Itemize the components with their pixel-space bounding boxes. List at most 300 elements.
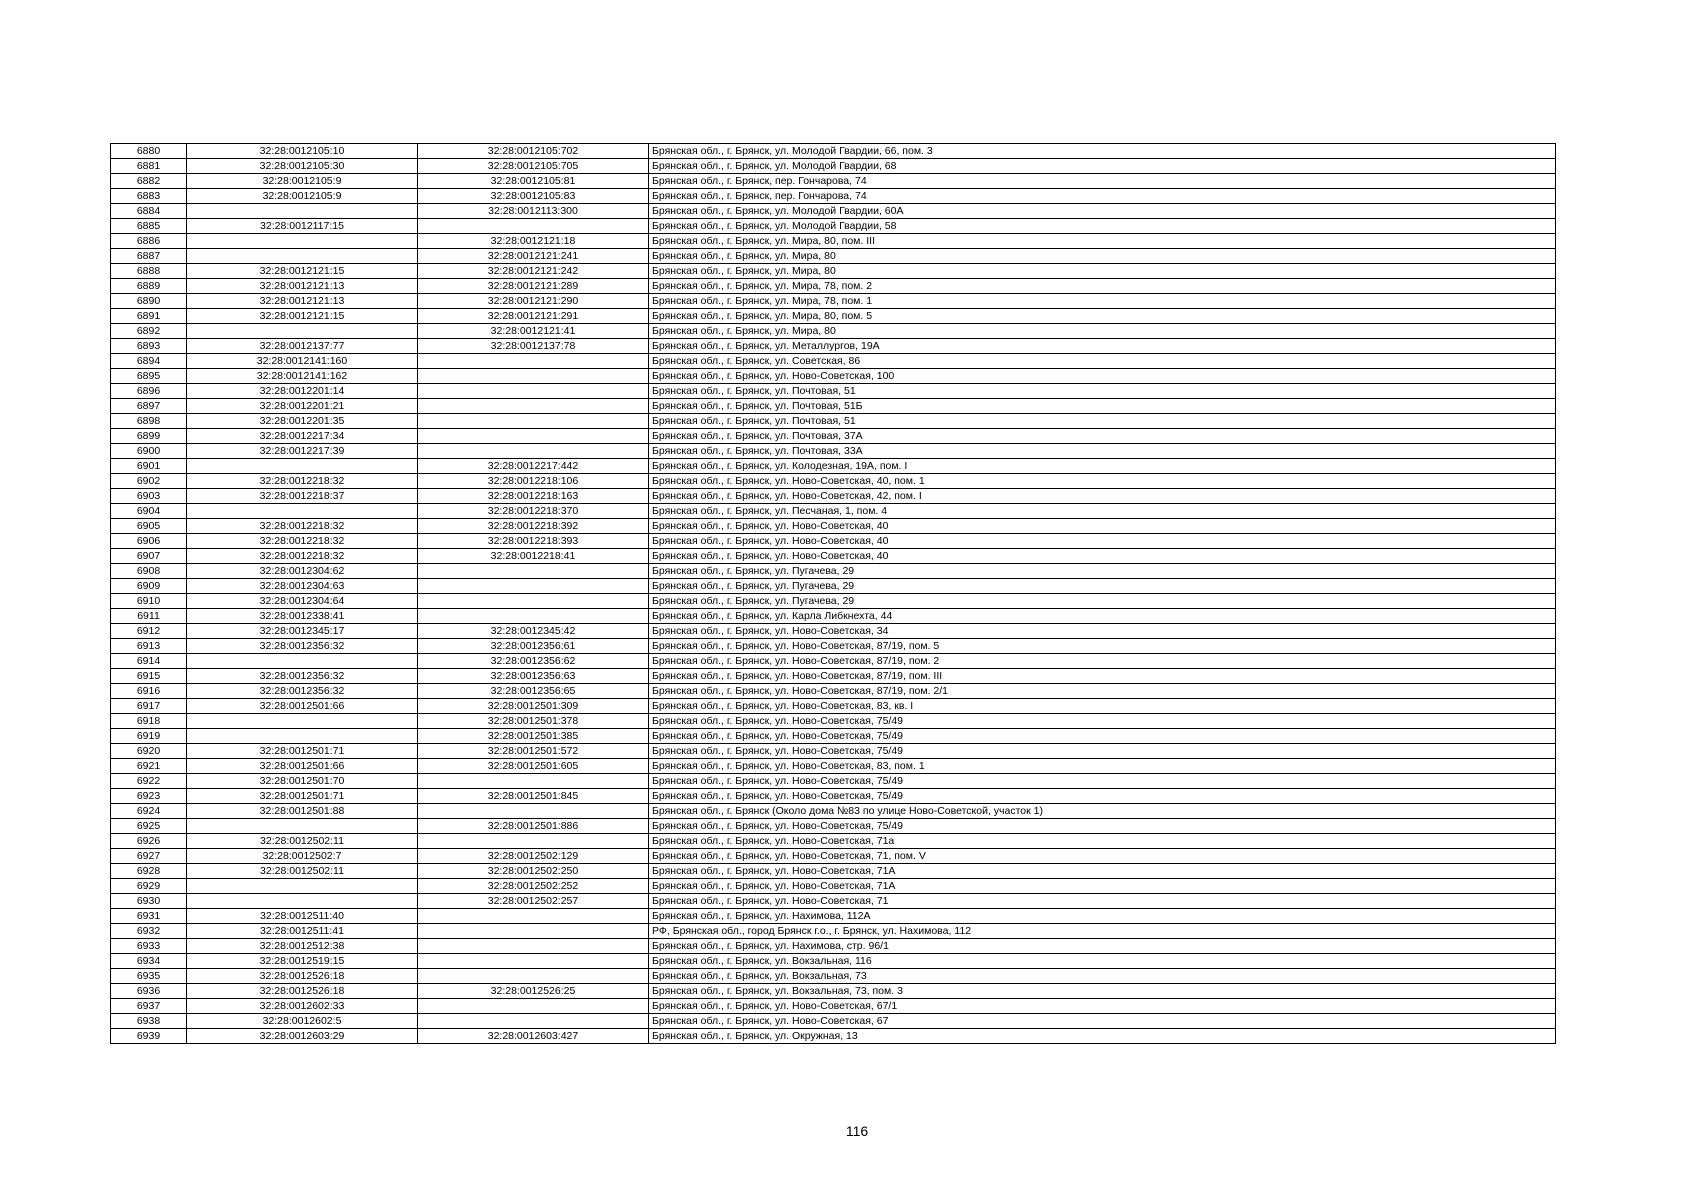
land-plot-cadastral-cell: 32:28:0012502:11	[187, 864, 418, 879]
land-plot-cadastral-cell: 32:28:0012502:11	[187, 834, 418, 849]
object-cadastral-cell	[418, 369, 649, 384]
row-number-cell: 6905	[111, 519, 187, 534]
address-cell: Брянская обл., г. Брянск, ул. Почтовая, 51	[649, 414, 1556, 429]
address-cell: Брянская обл., г. Брянск, ул. Ново-Советская, 75/49	[649, 744, 1556, 759]
table-row	[111, 264, 1556, 279]
address-cell: Брянская обл., г. Брянск, ул. Ново-Советская, 87/19, пом. 2	[649, 654, 1556, 669]
land-plot-cadastral-cell	[187, 504, 418, 519]
address-cell: Брянская обл., г. Брянск, ул. Металлургов, 19А	[649, 339, 1556, 354]
table-row	[111, 399, 1556, 414]
table-row	[111, 804, 1556, 819]
object-cadastral-cell: 32:28:0012218:370	[418, 504, 649, 519]
table-row	[111, 954, 1556, 969]
object-cadastral-cell	[418, 804, 649, 819]
table-row	[111, 714, 1556, 729]
row-number-cell: 6934	[111, 954, 187, 969]
land-plot-cadastral-cell: 32:28:0012501:66	[187, 699, 418, 714]
land-plot-cadastral-cell: 32:28:0012218:32	[187, 534, 418, 549]
table-row	[111, 654, 1556, 669]
row-number-cell: 6922	[111, 774, 187, 789]
table-row	[111, 159, 1556, 174]
land-plot-cadastral-cell: 32:28:0012201:35	[187, 414, 418, 429]
row-number-cell: 6907	[111, 549, 187, 564]
object-cadastral-cell	[418, 594, 649, 609]
address-cell: Брянская обл., г. Брянск, ул. Молодой Гвардии, 66, пом. 3	[649, 144, 1556, 159]
land-plot-cadastral-cell: 32:28:0012602:5	[187, 1014, 418, 1029]
address-cell: Брянская обл., г. Брянск, ул. Ново-Советская, 71	[649, 894, 1556, 909]
table-row	[111, 729, 1556, 744]
land-plot-cadastral-cell: 32:28:0012218:32	[187, 549, 418, 564]
row-number-cell: 6931	[111, 909, 187, 924]
object-cadastral-cell: 32:28:0012501:378	[418, 714, 649, 729]
object-cadastral-cell	[418, 429, 649, 444]
row-number-cell: 6883	[111, 189, 187, 204]
object-cadastral-cell: 32:28:0012121:289	[418, 279, 649, 294]
object-cadastral-cell: 32:28:0012526:25	[418, 984, 649, 999]
object-cadastral-cell: 32:28:0012121:241	[418, 249, 649, 264]
land-plot-cadastral-cell: 32:28:0012603:29	[187, 1029, 418, 1044]
row-number-cell: 6913	[111, 639, 187, 654]
land-plot-cadastral-cell: 32:28:0012105:30	[187, 159, 418, 174]
address-cell: Брянская обл., г. Брянск, ул. Нахимова, стр. 96/1	[649, 939, 1556, 954]
address-cell: Брянская обл., г. Брянск, ул. Ново-Советская, 40	[649, 534, 1556, 549]
land-plot-cadastral-cell: 32:28:0012105:10	[187, 144, 418, 159]
table-row	[111, 249, 1556, 264]
object-cadastral-cell: 32:28:0012345:42	[418, 624, 649, 639]
table-row	[111, 759, 1556, 774]
address-cell: Брянская обл., г. Брянск, ул. Мира, 80, пом. 5	[649, 309, 1556, 324]
row-number-cell: 6936	[111, 984, 187, 999]
land-plot-cadastral-cell: 32:28:0012304:64	[187, 594, 418, 609]
address-cell: Брянская обл., г. Брянск, ул. Советская, 86	[649, 354, 1556, 369]
object-cadastral-cell	[418, 924, 649, 939]
land-plot-cadastral-cell: 32:28:0012121:15	[187, 264, 418, 279]
address-cell: Брянская обл., г. Брянск, ул. Ново-Советская, 71А	[649, 864, 1556, 879]
table-row	[111, 354, 1556, 369]
land-plot-cadastral-cell: 32:28:0012501:71	[187, 789, 418, 804]
land-plot-cadastral-cell: 32:28:0012304:62	[187, 564, 418, 579]
address-cell: Брянская обл., г. Брянск, ул. Карла Либкнехта, 44	[649, 609, 1556, 624]
table-row	[111, 684, 1556, 699]
table-row	[111, 429, 1556, 444]
table-row	[111, 1014, 1556, 1029]
object-cadastral-cell: 32:28:0012502:129	[418, 849, 649, 864]
table-row	[111, 279, 1556, 294]
object-cadastral-cell	[418, 219, 649, 234]
table-row	[111, 534, 1556, 549]
land-plot-cadastral-cell	[187, 729, 418, 744]
table-row	[111, 459, 1556, 474]
object-cadastral-cell: 32:28:0012217:442	[418, 459, 649, 474]
land-plot-cadastral-cell: 32:28:0012117:15	[187, 219, 418, 234]
object-cadastral-cell: 32:28:0012501:309	[418, 699, 649, 714]
row-number-cell: 6923	[111, 789, 187, 804]
land-plot-cadastral-cell: 32:28:0012201:14	[187, 384, 418, 399]
table-row	[111, 894, 1556, 909]
address-cell: Брянская обл., г. Брянск, ул. Мира, 78, пом. 1	[649, 294, 1556, 309]
object-cadastral-cell	[418, 609, 649, 624]
row-number-cell: 6901	[111, 459, 187, 474]
land-plot-cadastral-cell	[187, 204, 418, 219]
address-cell: Брянская обл., г. Брянск, ул. Ново-Советская, 75/49	[649, 819, 1556, 834]
object-cadastral-cell: 32:28:0012105:83	[418, 189, 649, 204]
land-plot-cadastral-cell: 32:28:0012501:66	[187, 759, 418, 774]
land-plot-cadastral-cell: 32:28:0012602:33	[187, 999, 418, 1014]
land-plot-cadastral-cell	[187, 459, 418, 474]
land-plot-cadastral-cell	[187, 234, 418, 249]
land-plot-cadastral-cell: 32:28:0012356:32	[187, 639, 418, 654]
address-cell: Брянская обл., г. Брянск, ул. Молодой Гвардии, 60А	[649, 204, 1556, 219]
address-cell: Брянская обл., г. Брянск, ул. Ново-Советская, 75/49	[649, 774, 1556, 789]
table-row	[111, 909, 1556, 924]
object-cadastral-cell: 32:28:0012113:300	[418, 204, 649, 219]
object-cadastral-cell: 32:28:0012501:572	[418, 744, 649, 759]
address-cell: Брянская обл., г. Брянск, ул. Ново-Советская, 40	[649, 549, 1556, 564]
row-number-cell: 6915	[111, 669, 187, 684]
row-number-cell: 6906	[111, 534, 187, 549]
row-number-cell: 6889	[111, 279, 187, 294]
row-number-cell: 6888	[111, 264, 187, 279]
object-cadastral-cell: 32:28:0012218:41	[418, 549, 649, 564]
object-cadastral-cell: 32:28:0012121:242	[418, 264, 649, 279]
land-plot-cadastral-cell	[187, 324, 418, 339]
address-cell: Брянская обл., г. Брянск, ул. Ново-Советская, 71а	[649, 834, 1556, 849]
object-cadastral-cell: 32:28:0012502:257	[418, 894, 649, 909]
object-cadastral-cell	[418, 774, 649, 789]
row-number-cell: 6908	[111, 564, 187, 579]
address-cell: Брянская обл., г. Брянск, ул. Колодезная, 19А, пом. I	[649, 459, 1556, 474]
address-cell: Брянская обл., г. Брянск, ул. Мира, 80	[649, 264, 1556, 279]
object-cadastral-cell	[418, 999, 649, 1014]
table-row	[111, 579, 1556, 594]
object-cadastral-cell: 32:28:0012137:78	[418, 339, 649, 354]
land-plot-cadastral-cell	[187, 894, 418, 909]
land-plot-cadastral-cell: 32:28:0012121:15	[187, 309, 418, 324]
table-row	[111, 219, 1556, 234]
address-cell: Брянская обл., г. Брянск, ул. Молодой Гвардии, 58	[649, 219, 1556, 234]
address-cell: Брянская обл., г. Брянск (Около дома №83 по улице Ново-Советской, участок 1)	[649, 804, 1556, 819]
table-row	[111, 774, 1556, 789]
row-number-cell: 6919	[111, 729, 187, 744]
row-number-cell: 6893	[111, 339, 187, 354]
address-cell: Брянская обл., г. Брянск, ул. Вокзальная, 73	[649, 969, 1556, 984]
land-plot-cadastral-cell	[187, 654, 418, 669]
land-plot-cadastral-cell: 32:28:0012502:7	[187, 849, 418, 864]
address-cell: Брянская обл., г. Брянск, ул. Почтовая, 51	[649, 384, 1556, 399]
row-number-cell: 6894	[111, 354, 187, 369]
address-cell: Брянская обл., г. Брянск, ул. Ново-Советская, 71, пом. V	[649, 849, 1556, 864]
object-cadastral-cell	[418, 414, 649, 429]
land-plot-cadastral-cell	[187, 879, 418, 894]
row-number-cell: 6914	[111, 654, 187, 669]
land-plot-cadastral-cell: 32:28:0012338:41	[187, 609, 418, 624]
table-row	[111, 1029, 1556, 1044]
object-cadastral-cell: 32:28:0012105:705	[418, 159, 649, 174]
address-cell: Брянская обл., г. Брянск, ул. Почтовая, 51Б	[649, 399, 1556, 414]
row-number-cell: 6899	[111, 429, 187, 444]
row-number-cell: 6927	[111, 849, 187, 864]
address-cell: РФ, Брянская обл., город Брянск г.о., г. Брянск, ул. Нахимова, 112	[649, 924, 1556, 939]
row-number-cell: 6911	[111, 609, 187, 624]
row-number-cell: 6892	[111, 324, 187, 339]
table-body	[111, 144, 1556, 1044]
row-number-cell: 6897	[111, 399, 187, 414]
address-cell: Брянская обл., г. Брянск, ул. Мира, 80	[649, 324, 1556, 339]
row-number-cell: 6937	[111, 999, 187, 1014]
table-row	[111, 339, 1556, 354]
table-row	[111, 789, 1556, 804]
row-number-cell: 6882	[111, 174, 187, 189]
land-plot-cadastral-cell: 32:28:0012121:13	[187, 279, 418, 294]
land-plot-cadastral-cell: 32:28:0012526:18	[187, 984, 418, 999]
object-cadastral-cell	[418, 399, 649, 414]
table-row	[111, 414, 1556, 429]
object-cadastral-cell: 32:28:0012121:41	[418, 324, 649, 339]
table-row	[111, 939, 1556, 954]
object-cadastral-cell: 32:28:0012502:250	[418, 864, 649, 879]
table-row	[111, 699, 1556, 714]
land-plot-cadastral-cell: 32:28:0012217:34	[187, 429, 418, 444]
object-cadastral-cell: 32:28:0012356:65	[418, 684, 649, 699]
row-number-cell: 6902	[111, 474, 187, 489]
object-cadastral-cell	[418, 579, 649, 594]
address-cell: Брянская обл., г. Брянск, ул. Мира, 80	[649, 249, 1556, 264]
row-number-cell: 6898	[111, 414, 187, 429]
row-number-cell: 6884	[111, 204, 187, 219]
address-cell: Брянская обл., г. Брянск, ул. Ново-Советская, 34	[649, 624, 1556, 639]
row-number-cell: 6921	[111, 759, 187, 774]
row-number-cell: 6925	[111, 819, 187, 834]
object-cadastral-cell: 32:28:0012105:81	[418, 174, 649, 189]
table-row	[111, 624, 1556, 639]
address-cell: Брянская обл., г. Брянск, ул. Ново-Советская, 87/19, пом. III	[649, 669, 1556, 684]
row-number-cell: 6935	[111, 969, 187, 984]
table-row	[111, 549, 1556, 564]
row-number-cell: 6895	[111, 369, 187, 384]
land-plot-cadastral-cell: 32:28:0012501:70	[187, 774, 418, 789]
address-cell: Брянская обл., г. Брянск, ул. Ново-Советская, 75/49	[649, 714, 1556, 729]
table-row	[111, 189, 1556, 204]
row-number-cell: 6928	[111, 864, 187, 879]
address-cell: Брянская обл., г. Брянск, ул. Ново-Советская, 75/49	[649, 729, 1556, 744]
object-cadastral-cell: 32:28:0012121:18	[418, 234, 649, 249]
address-cell: Брянская обл., г. Брянск, ул. Нахимова, 112А	[649, 909, 1556, 924]
table-row	[111, 294, 1556, 309]
address-cell: Брянская обл., г. Брянск, ул. Ново-Советская, 40, пом. 1	[649, 474, 1556, 489]
address-cell: Брянская обл., г. Брянск, пер. Гончарова, 74	[649, 189, 1556, 204]
object-cadastral-cell: 32:28:0012356:63	[418, 669, 649, 684]
object-cadastral-cell	[418, 954, 649, 969]
land-plot-cadastral-cell: 32:28:0012512:38	[187, 939, 418, 954]
row-number-cell: 6916	[111, 684, 187, 699]
row-number-cell: 6885	[111, 219, 187, 234]
address-cell: Брянская обл., г. Брянск, ул. Ново-Советская, 40	[649, 519, 1556, 534]
address-cell: Брянская обл., г. Брянск, ул. Молодой Гвардии, 68	[649, 159, 1556, 174]
land-plot-cadastral-cell: 32:28:0012501:88	[187, 804, 418, 819]
table-row	[111, 384, 1556, 399]
address-cell: Брянская обл., г. Брянск, ул. Почтовая, 37А	[649, 429, 1556, 444]
object-cadastral-cell	[418, 384, 649, 399]
address-cell: Брянская обл., г. Брянск, ул. Почтовая, 33А	[649, 444, 1556, 459]
land-plot-cadastral-cell	[187, 714, 418, 729]
row-number-cell: 6904	[111, 504, 187, 519]
land-plot-cadastral-cell: 32:28:0012304:63	[187, 579, 418, 594]
land-plot-cadastral-cell	[187, 249, 418, 264]
row-number-cell: 6880	[111, 144, 187, 159]
object-cadastral-cell	[418, 834, 649, 849]
address-cell: Брянская обл., г. Брянск, ул. Пугачева, 29	[649, 579, 1556, 594]
land-plot-cadastral-cell: 32:28:0012141:162	[187, 369, 418, 384]
table-row	[111, 174, 1556, 189]
row-number-cell: 6900	[111, 444, 187, 459]
table-row	[111, 504, 1556, 519]
object-cadastral-cell	[418, 354, 649, 369]
row-number-cell: 6891	[111, 309, 187, 324]
table-row	[111, 474, 1556, 489]
row-number-cell: 6887	[111, 249, 187, 264]
address-cell: Брянская обл., г. Брянск, ул. Ново-Советская, 42, пом. I	[649, 489, 1556, 504]
object-cadastral-cell: 32:28:0012356:62	[418, 654, 649, 669]
object-cadastral-cell: 32:28:0012121:291	[418, 309, 649, 324]
row-number-cell: 6932	[111, 924, 187, 939]
land-plot-cadastral-cell: 32:28:0012501:71	[187, 744, 418, 759]
land-plot-cadastral-cell	[187, 819, 418, 834]
table-row	[111, 519, 1556, 534]
object-cadastral-cell: 32:28:0012501:845	[418, 789, 649, 804]
address-cell: Брянская обл., г. Брянск, ул. Вокзальная, 73, пом. 3	[649, 984, 1556, 999]
table-row	[111, 819, 1556, 834]
row-number-cell: 6920	[111, 744, 187, 759]
object-cadastral-cell	[418, 939, 649, 954]
address-cell: Брянская обл., г. Брянск, ул. Ново-Советская, 75/49	[649, 789, 1556, 804]
table-row	[111, 834, 1556, 849]
table-row	[111, 879, 1556, 894]
table-row	[111, 864, 1556, 879]
page-number: 116	[845, 1123, 869, 1139]
address-cell: Брянская обл., г. Брянск, ул. Ново-Советская, 83, кв. I	[649, 699, 1556, 714]
table-row	[111, 969, 1556, 984]
table-row	[111, 849, 1556, 864]
table-row	[111, 669, 1556, 684]
row-number-cell: 6910	[111, 594, 187, 609]
table-row	[111, 639, 1556, 654]
address-cell: Брянская обл., г. Брянск, ул. Вокзальная, 116	[649, 954, 1556, 969]
object-cadastral-cell: 32:28:0012502:252	[418, 879, 649, 894]
address-cell: Брянская обл., г. Брянск, ул. Пугачева, 29	[649, 564, 1556, 579]
object-cadastral-cell: 32:28:0012501:385	[418, 729, 649, 744]
table-row	[111, 234, 1556, 249]
land-plot-cadastral-cell: 32:28:0012511:41	[187, 924, 418, 939]
object-cadastral-cell	[418, 1014, 649, 1029]
land-plot-cadastral-cell: 32:28:0012218:37	[187, 489, 418, 504]
row-number-cell: 6918	[111, 714, 187, 729]
address-cell: Брянская обл., г. Брянск, ул. Пугачева, 29	[649, 594, 1556, 609]
land-plot-cadastral-cell: 32:28:0012218:32	[187, 519, 418, 534]
land-plot-cadastral-cell: 32:28:0012356:32	[187, 684, 418, 699]
object-cadastral-cell: 32:28:0012356:61	[418, 639, 649, 654]
row-number-cell: 6924	[111, 804, 187, 819]
object-cadastral-cell	[418, 969, 649, 984]
row-number-cell: 6886	[111, 234, 187, 249]
table-row	[111, 144, 1556, 159]
land-plot-cadastral-cell: 32:28:0012519:15	[187, 954, 418, 969]
land-plot-cadastral-cell: 32:28:0012345:17	[187, 624, 418, 639]
row-number-cell: 6912	[111, 624, 187, 639]
table-row	[111, 609, 1556, 624]
address-cell: Брянская обл., г. Брянск, ул. Ново-Советская, 87/19, пом. 2/1	[649, 684, 1556, 699]
land-plot-cadastral-cell: 32:28:0012217:39	[187, 444, 418, 459]
land-plot-cadastral-cell: 32:28:0012141:160	[187, 354, 418, 369]
table-row	[111, 924, 1556, 939]
address-cell: Брянская обл., г. Брянск, ул. Ново-Советская, 67	[649, 1014, 1556, 1029]
row-number-cell: 6938	[111, 1014, 187, 1029]
row-number-cell: 6903	[111, 489, 187, 504]
address-cell: Брянская обл., г. Брянск, пер. Гончарова, 74	[649, 174, 1556, 189]
data-table	[110, 143, 1556, 1044]
table-row	[111, 564, 1556, 579]
address-cell: Брянская обл., г. Брянск, ул. Мира, 78, пом. 2	[649, 279, 1556, 294]
land-plot-cadastral-cell: 32:28:0012526:18	[187, 969, 418, 984]
object-cadastral-cell: 32:28:0012105:702	[418, 144, 649, 159]
object-cadastral-cell: 32:28:0012501:886	[418, 819, 649, 834]
row-number-cell: 6890	[111, 294, 187, 309]
row-number-cell: 6917	[111, 699, 187, 714]
address-cell: Брянская обл., г. Брянск, ул. Ново-Советская, 67/1	[649, 999, 1556, 1014]
object-cadastral-cell: 32:28:0012121:290	[418, 294, 649, 309]
row-number-cell: 6933	[111, 939, 187, 954]
table-row	[111, 594, 1556, 609]
row-number-cell: 6939	[111, 1029, 187, 1044]
table-row	[111, 999, 1556, 1014]
land-plot-cadastral-cell: 32:28:0012356:32	[187, 669, 418, 684]
land-plot-cadastral-cell: 32:28:0012511:40	[187, 909, 418, 924]
object-cadastral-cell	[418, 564, 649, 579]
table-row	[111, 489, 1556, 504]
address-cell: Брянская обл., г. Брянск, ул. Ново-Советская, 71А	[649, 879, 1556, 894]
table-row	[111, 309, 1556, 324]
object-cadastral-cell: 32:28:0012501:605	[418, 759, 649, 774]
table-row	[111, 444, 1556, 459]
row-number-cell: 6896	[111, 384, 187, 399]
row-number-cell: 6909	[111, 579, 187, 594]
row-number-cell: 6881	[111, 159, 187, 174]
address-cell: Брянская обл., г. Брянск, ул. Песчаная, 1, пом. 4	[649, 504, 1556, 519]
land-plot-cadastral-cell: 32:28:0012105:9	[187, 189, 418, 204]
address-cell: Брянская обл., г. Брянск, ул. Ново-Советская, 100	[649, 369, 1556, 384]
table-row	[111, 744, 1556, 759]
row-number-cell: 6929	[111, 879, 187, 894]
address-cell: Брянская обл., г. Брянск, ул. Ново-Советская, 83, пом. 1	[649, 759, 1556, 774]
table-row	[111, 324, 1556, 339]
row-number-cell: 6930	[111, 894, 187, 909]
row-number-cell: 6926	[111, 834, 187, 849]
object-cadastral-cell	[418, 444, 649, 459]
land-plot-cadastral-cell: 32:28:0012121:13	[187, 294, 418, 309]
land-plot-cadastral-cell: 32:28:0012105:9	[187, 174, 418, 189]
object-cadastral-cell: 32:28:0012218:393	[418, 534, 649, 549]
object-cadastral-cell: 32:28:0012218:106	[418, 474, 649, 489]
table-row	[111, 369, 1556, 384]
land-plot-cadastral-cell: 32:28:0012218:32	[187, 474, 418, 489]
object-cadastral-cell: 32:28:0012218:163	[418, 489, 649, 504]
object-cadastral-cell	[418, 909, 649, 924]
land-plot-cadastral-cell: 32:28:0012201:21	[187, 399, 418, 414]
object-cadastral-cell: 32:28:0012218:392	[418, 519, 649, 534]
address-cell: Брянская обл., г. Брянск, ул. Мира, 80, пом. III	[649, 234, 1556, 249]
object-cadastral-cell: 32:28:0012603:427	[418, 1029, 649, 1044]
land-plot-cadastral-cell: 32:28:0012137:77	[187, 339, 418, 354]
table-row	[111, 984, 1556, 999]
